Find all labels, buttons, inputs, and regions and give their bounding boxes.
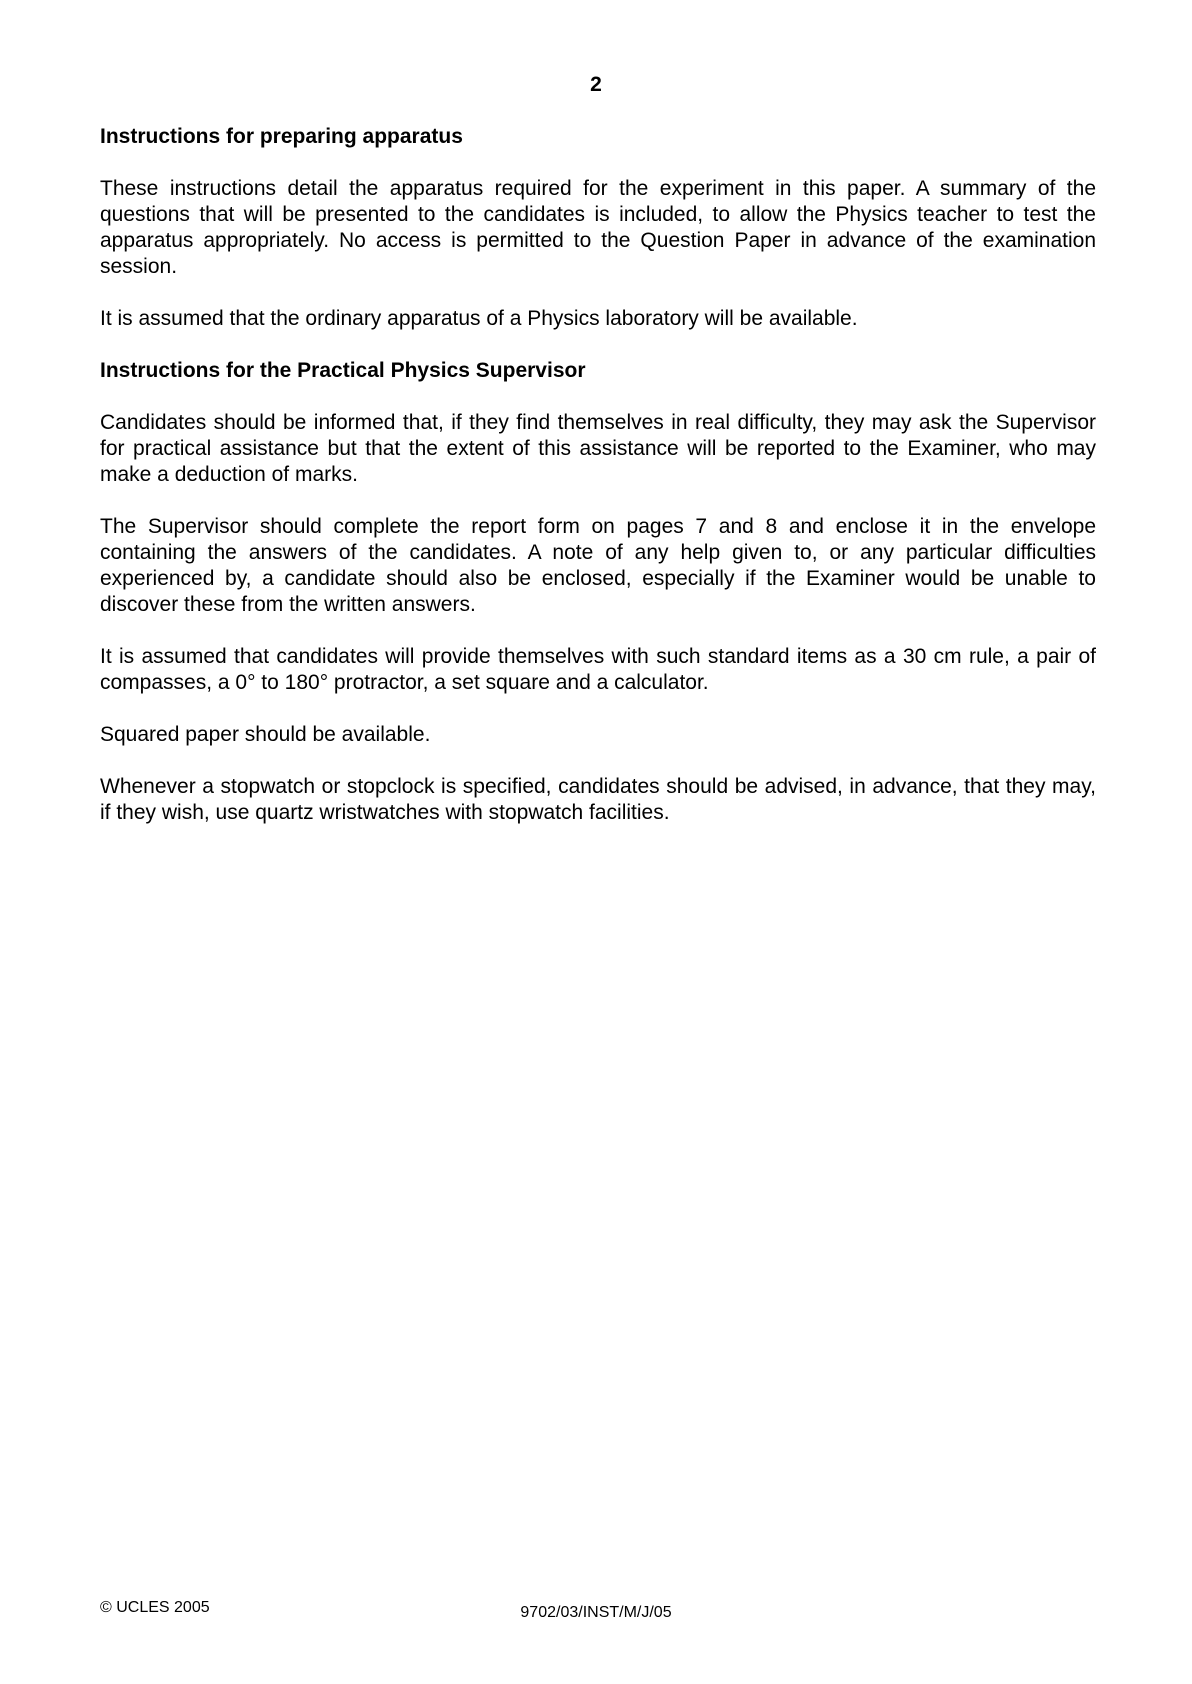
paragraph: The Supervisor should complete the report form on pages 7 and 8 and enclose it in the envelope containing the answers of the candidates. A note of any help given to, or any particular difficulties experienced by, a candidate should also be enclosed, especially if the Examiner would be unable to discover these from the written answers. xyxy=(100,515,1096,616)
footer-paper-code: 9702/03/INST/M/J/05 xyxy=(520,1604,672,1621)
page-number: 2 xyxy=(590,73,602,96)
paragraph: Whenever a stopwatch or stopclock is specified, candidates should be advised, in advance, that they may, if they wish, use quartz wristwatches with stopwatch facilities. xyxy=(100,775,1096,824)
section-supervisor-instructions xyxy=(100,358,1096,826)
paragraph: It is assumed that candidates will provide themselves with such standard items as a 30 cm rule, a pair of compasses, a 0° to 180° protractor, a set square and a calculator. xyxy=(100,645,1096,694)
section-heading: Instructions for preparing apparatus xyxy=(100,125,463,148)
paragraph: Candidates should be informed that, if they find themselves in real difficulty, they may ask the Supervisor for practical assistance but that the extent of this assistance will be reported to the Examiner, who may make a deduction of marks. xyxy=(100,411,1096,486)
page-content xyxy=(100,124,1096,852)
paragraph: It is assumed that the ordinary apparatus of a Physics laboratory will be available. xyxy=(100,307,858,330)
paragraph: Squared paper should be available. xyxy=(100,723,431,746)
footer-copyright: © UCLES 2005 xyxy=(100,1599,210,1616)
paragraph: These instructions detail the apparatus required for the experiment in this paper. A summary of the questions that will be presented to the candidates is included, to allow the Physics teacher to test the apparatus appropriately. No access is permitted to the Question Paper in advance of the examination session. xyxy=(100,177,1096,278)
section-heading: Instructions for the Practical Physics Supervisor xyxy=(100,359,586,382)
section-preparing-apparatus xyxy=(100,124,1096,332)
